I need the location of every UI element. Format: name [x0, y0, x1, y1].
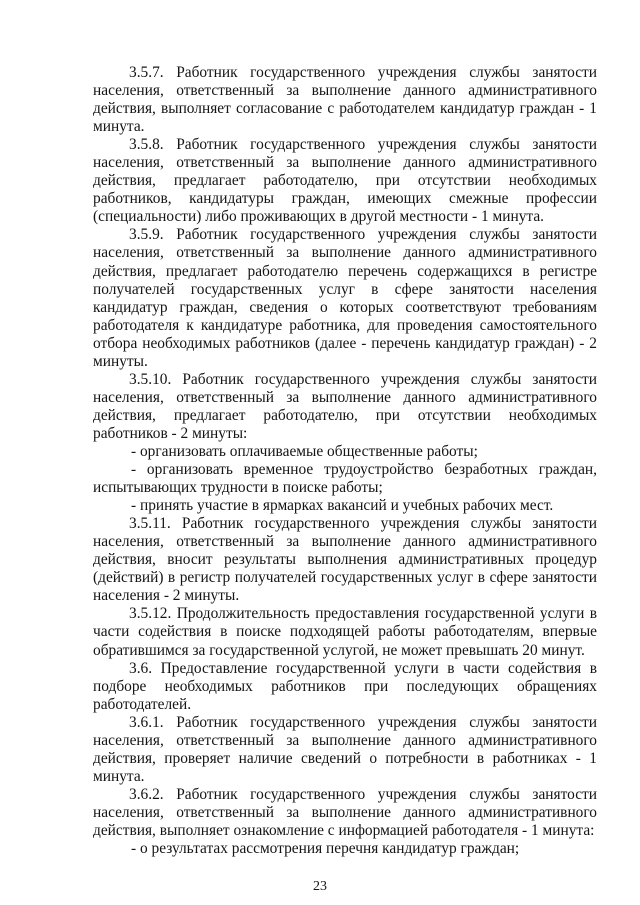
document-body	[93, 64, 597, 858]
paragraph-3-5-10: 3.5.10. Работник государственного учреждения службы занятости населения, ответственный за выполнение данного административного действия, предлагает работодателю, при отсутствии необходимых работников - 2 минуты:	[93, 370, 597, 442]
list-item: - организовать временное трудоустройство безработных граждан, испытывающих трудности в поиске работы;	[93, 461, 597, 497]
list-item: - принять участие в ярмарках вакансий и учебных рабочих мест.	[131, 497, 554, 515]
paragraph-3-5-9: 3.5.9. Работник государственного учреждения службы занятости населения, ответственный за выполнение данного административного действия, предлагает работодателю перечень содержащихся в регистре получателей государственных услуг в сфере занятости населения кандидатур граждан, сведения о которых соответствуют требованиям работодателя к кандидатуре работника, для проведения самостоятельного отбора необходимых работников (далее - перечень кандидатур граждан) - 2 минуты.	[93, 226, 597, 370]
paragraph-3-6-2: 3.6.2. Работник государственного учреждения службы занятости населения, ответственный за выполнение данного административного действия, выполняет ознакомление с информацией работодателя - 1 минута:	[93, 785, 597, 839]
paragraph-3-5-8: 3.5.8. Работник государственного учреждения службы занятости населения, ответственный за выполнение данного административного действия, предлагает работодателю, при отсутствии необходимых работников, кандидатуры граждан, имеющих смежные профессии (специальности) либо проживающих в другой местности - 1 минута.	[93, 136, 597, 226]
list-item: - о результатах рассмотрения перечня кандидатур граждан;	[131, 840, 520, 858]
list-item: - организовать оплачиваемые общественные работы;	[131, 442, 478, 460]
paragraph-3-5-7: 3.5.7. Работник государственного учреждения службы занятости населения, ответственный за выполнение данного административного действия, выполняет согласование с работодателем кандидатур граждан - 1 минута.	[93, 64, 597, 136]
paragraph-3-6: 3.6. Предоставление государственной услуги в части содействия в подборе необходимых работников при последующих обращениях работодателей.	[93, 659, 597, 713]
paragraph-3-6-1: 3.6.1. Работник государственного учреждения службы занятости населения, ответственный за выполнение данного административного действия, проверяет наличие сведений о потребности в работниках - 1 минута.	[93, 713, 597, 785]
page-number: 23	[313, 879, 327, 894]
paragraph-3-5-11: 3.5.11. Работник государственного учреждения службы занятости населения, ответственный за выполнение данного административного действия, вносит результаты выполнения административных процедур (действий) в регистр получателей государственных услуг в сфере занятости населения - 2 минуты.	[93, 515, 597, 605]
paragraph-3-5-12: 3.5.12. Продолжительность предоставления государственной услуги в части содействия в поиске подходящей работы работодателям, впервые обратившимся за государственной услугой, не может превышать 20 минут.	[93, 605, 597, 659]
